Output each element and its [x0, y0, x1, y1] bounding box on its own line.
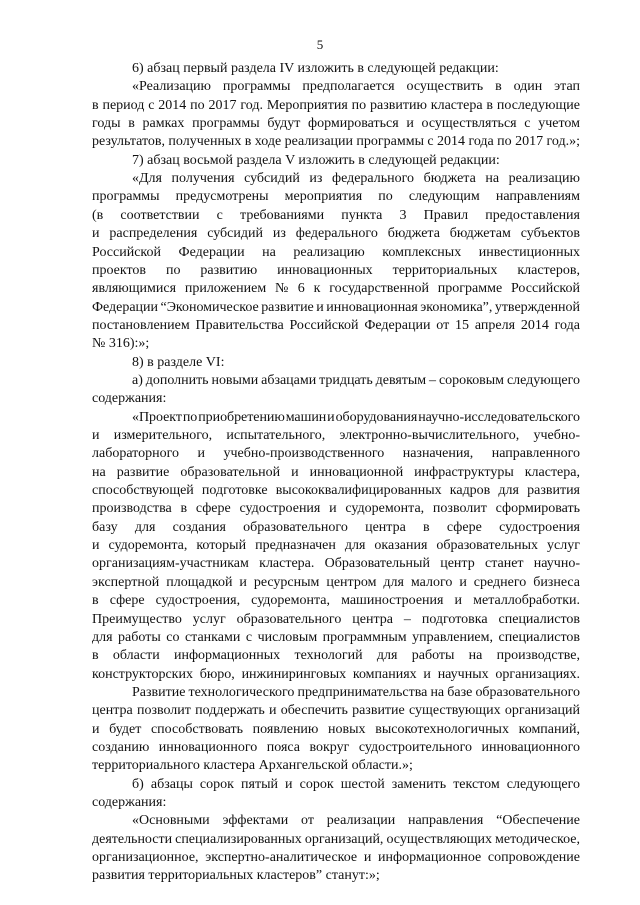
text-line: (в соответствии с требованиями пункта 3 Правил предоставления [92, 207, 580, 223]
text-line: содержания: [92, 391, 167, 407]
text-line: конструкторских бюро, инжиниринговых компаниях и научных организациях. [92, 666, 580, 682]
text-line: созданию инновационного пояса вокруг судостроительного инновационного [92, 739, 580, 755]
text-line: территориального кластера Архангельской области.»; [92, 758, 413, 774]
text-line: «Основными эффектами от реализации направления “Обеспечение [132, 813, 580, 829]
text-line: способствующей подготовке высококвалифицированных кадров для развития [92, 483, 580, 499]
text-line: на развитие образовательной и инновационной инфраструктуры кластера, [92, 464, 580, 480]
text-line: в области информационных технологий для работы на производстве, [92, 648, 580, 664]
text-line: в период с 2014 по 2017 год. Мероприятия по развитию кластера в последующие [92, 97, 580, 113]
text-line: № 316):»; [92, 336, 150, 352]
text-line: и измерительного, испытательного, электронно-вычислительного, учебно- [92, 428, 580, 443]
text-line: б) абзацы сорок пятый и сорок шестой заменить текстом следующего [132, 776, 580, 792]
text-line: и распределения субсидий из федерального бюджета бюджетам субъектов [92, 226, 580, 242]
text-line: экспертной площадкой и ресурсным центром для малого и среднего бизнеса [92, 574, 580, 590]
text-line: развития территориальных кластеров” станут:»; [92, 868, 380, 884]
text-line: программы предусмотрены мероприятия по следующим направлениям [92, 189, 580, 205]
text-line: проектов по развитию инновационных территориальных кластеров, [92, 262, 580, 278]
text-line: центра позволит поддержать и обеспечить развитие существующих организаций [92, 703, 580, 719]
text-line: для работы со станками с числовым программным управлением, специалистов [92, 629, 580, 645]
text-line: годы в рамках программы будут формироваться и осуществляться с учетом [92, 116, 580, 132]
text-line: 8) в разделе VI: [132, 354, 225, 370]
text-line: в сфере судостроения, судоремонта, машиностроения и металлобработки. [92, 593, 580, 609]
text-line: организациям-участникам кластера. Образовательный центр станет научно- [92, 556, 580, 572]
text-line: постановлением Правительства Российской Федерации от 15 апреля 2014 года [92, 317, 580, 333]
text-line: содержания: [92, 795, 167, 810]
text-line: 6) абзац первый раздела IV изложить в следующей редакции: [132, 61, 499, 76]
text-line: Развитие технологического предпринимательства на базе образовательного [132, 684, 580, 700]
text-line: являющимися приложением № 6 к государственной программе Российской [92, 281, 580, 297]
text-line: «Реализацию программы предполагается осуществить в один этап [132, 79, 580, 95]
text-line: результатов, полученных в ходе реализации программы с 2014 года по 2017 год.»; [92, 134, 580, 150]
text-line: лабораторного и учебно-производственного назначения, направленного [92, 446, 580, 462]
text-line: Федерации “Экономическое развитие и инновационная экономика”, утвержденной [92, 299, 580, 315]
page-number: 5 [316, 37, 324, 52]
text-line: организационное, экспертно-аналитическое и информационное сопровождение [92, 850, 580, 866]
text-line: и будет способствовать появлению новых высокотехнологичных компаний, [92, 721, 580, 737]
text-line: и судоремонта, который предназначен для оказания образовательных услуг [92, 538, 580, 554]
text-line: Преимущество услуг образовательного центра – подготовка специалистов [92, 611, 580, 627]
text-line: Российской Федерации на реализацию комплексных инвестиционных [92, 244, 580, 260]
text-line: базу для создания образовательного центра в сфере судостроения [92, 519, 580, 535]
text-line: производства в сфере судостроения и судоремонта, позволит сформировать [92, 501, 580, 517]
text-line: «Проект по приобретению машин и оборудования научно-исследовательского [132, 409, 580, 425]
text-line: 7) абзац восьмой раздела V изложить в следующей редакции: [132, 152, 500, 168]
text-line: «Для получения субсидий из федерального бюджета на реализацию [132, 171, 580, 187]
text-line: а) дополнить новыми абзацами тридцать девятым – сороковым следующего [132, 372, 580, 388]
text-line: деятельности специализированных организаций, осуществляющих методическое, [92, 831, 580, 847]
